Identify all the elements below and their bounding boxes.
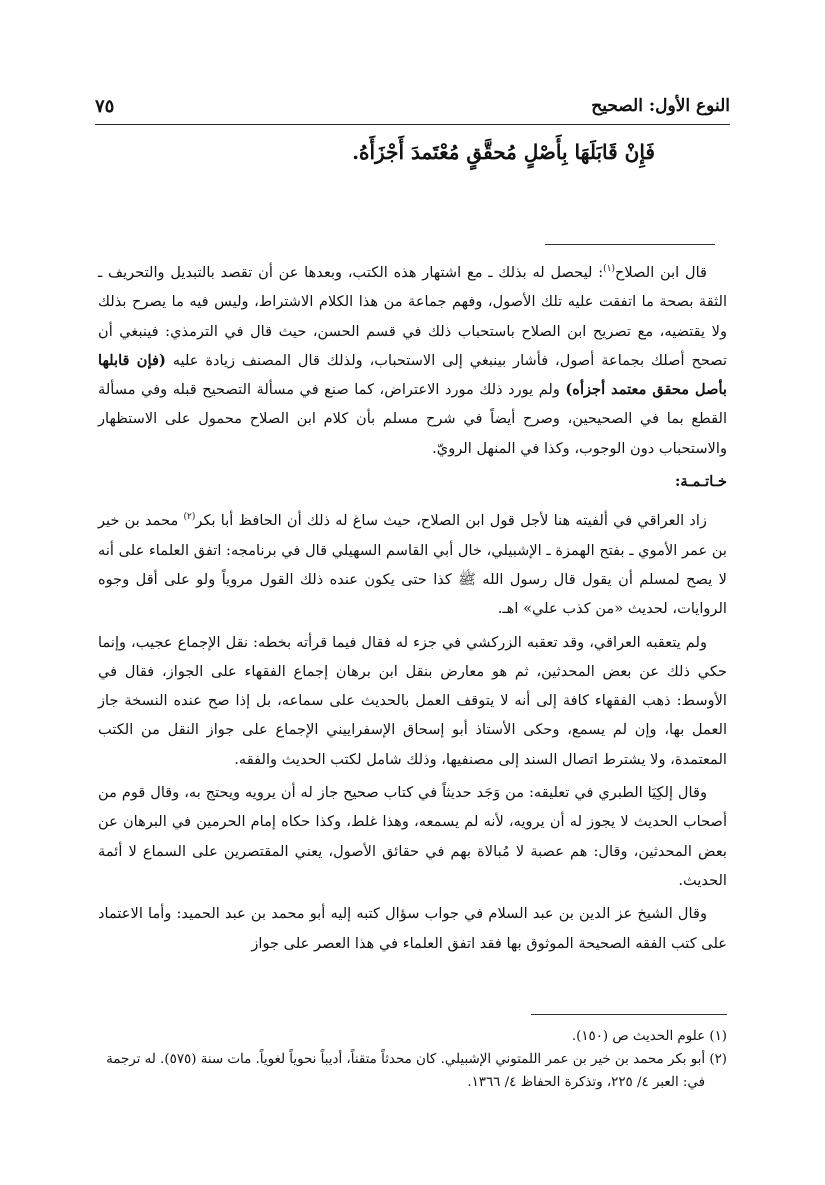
footnote-2: (٢) أبو بكر محمد بن خير بن عمر اللمتوني الإشبيلي. كان محدثاً متقناً، أديباً نحوياً لغوياً. مات سنة (٥٧٥). له ترجمة في: العبر ٤/ ٢٢٥، وتذكرة الحفاظ ٤/ ١٣٦٦.: [106, 1052, 727, 1090]
footnote-separator: [531, 1014, 727, 1015]
paragraph-text: ولم يورد ذلك مورد الاعتراض، كما صنع في مسألة التصحيح قبله وفي مسألة القطع بما في الصحيحين، وصرح أيضاً في شرح مسلم بأن كلام ابن الصلاح محمول على الاستظهار والاستحباب دون الوجوب، وكذا في المنهل الرويّ.: [98, 381, 727, 457]
heading-text: خـاتـمـة:: [674, 473, 727, 491]
paragraph-izz-aldin: وقال الشيخ عز الدين بن عبد السلام في جواب سؤال كتبه إليه أبو محمد بن عبد الحميد: وأما الاعتماد على كتب الفقه الصحيحة الموثوق بها فقد اتفق العلماء في هذا العصر على جواز: [98, 905, 727, 952]
quoted-highlight: (فإن قابلها بأصل محقق معتمد أجزأه): [98, 351, 727, 399]
section-heading-khatima: [98, 467, 727, 496]
footnote-marker-2[interactable]: (٢): [183, 512, 196, 523]
commentary-body: [98, 258, 727, 958]
paragraph-ibn-salah: [98, 258, 727, 463]
paragraph-iraqi: [98, 506, 727, 623]
paragraph-kiya-tabari: وقال إلكِيَا الطبري في تعليقه: من وَجَد حديثاً في كتاب صحيح جاز له أن يرويه ويحتج به، وقال قوم من أصحاب الحديث لا يجوز له أن يرويه، لأنه لم يسمعه، وهذا غلط، وكذا حكاه إمام الحرمين في البرهان عن بعض المحدثين، وقال: هم عصبة لا مُبالاة بهم في حقائق الأصول، يعني المقتصرين على السماع لا أئمة الحديث.: [98, 784, 727, 889]
footnote-marker-1[interactable]: (١): [603, 264, 615, 275]
paragraph-text: زاد العراقي في ألفيته هنا لأجل قول ابن الصلاح، حيث ساغ له ذلك أن الحافظ أبا بكر: [195, 512, 707, 530]
verse-separator: [545, 244, 715, 245]
footnotes: [98, 1025, 727, 1094]
page-header: [95, 92, 730, 125]
running-title: النوع الأول: الصحيح: [591, 96, 730, 116]
paragraph-intro: قال ابن الصلاح: [614, 264, 707, 281]
paragraph-text: : ليحصل له بذلك ـ مع اشتهار هذه الكتب، وبعدها عن أن تقصد بالتبديل والتحريف ـ الثقة بصحة ما اتفقت عليه تلك الأصول، وفهم جماعة من هذا الكلام الاشتراط، وليس فيه ما يصرح بذلك ولا يقتضيه، مع تصريح ابن الصلاح باستحباب ذلك في قسم الحسن، حيث قال في الترمذي: فينبغي أن تصحح أصلك بجماعة أصول، فأشار بينبغي إلى الاستحباب، ولذلك قال المصنف زيادة عليه: [98, 264, 727, 369]
paragraph-zarkashi: ولم يتعقبه العراقي، وقد تعقبه الزركشي في جزء له فقال فيما قرأته بخطه: نقل الإجماع عجيب، وإنما حكي ذلك عن بعض المحدثين، ثم هو معارض بنقل ابن برهان إجماع الفقهاء على الجواز، فقال في الأوسط: ذهب الفقهاء كافة إلى أنه لا يتوقف العمل بالحديث على سماعه، بل إذا صح عنده النسخة جاز العمل بها، وإن لم يسمع، وحكى الأستاذ أبو إسحاق الإسفراييني الإجماع على جواز النقل من الكتب المعتمدة، ولا يشترط اتصال السند إلى مصنفيها، وذلك شامل لكتب الحديث والفقه.: [98, 633, 727, 768]
verse-line: فَإِنْ قَابَلَهَا بِأَصْلٍ مُحقَّقٍ مُعْتَمدَ أَجْزَأَهُ.: [352, 140, 655, 164]
paragraph-text: محمد بن خير بن عمر الأموي ـ بفتح الهمزة ـ الإشبيلي، خال أبي القاسم السهيلي قال في برنامجه: اتفق العلماء على أنه لا يصح لمسلم أن يقول قال رسول الله ﷺ كذا حتى يكون عنده ذلك القول مروياً ولو على أقل وجوه الروايات، لحديث «من كذب علي» اهـ.: [98, 512, 727, 618]
footnote-1: (١) علوم الحديث ص (١٥٠).: [571, 1029, 727, 1044]
page-number: ٧٥: [95, 96, 115, 117]
